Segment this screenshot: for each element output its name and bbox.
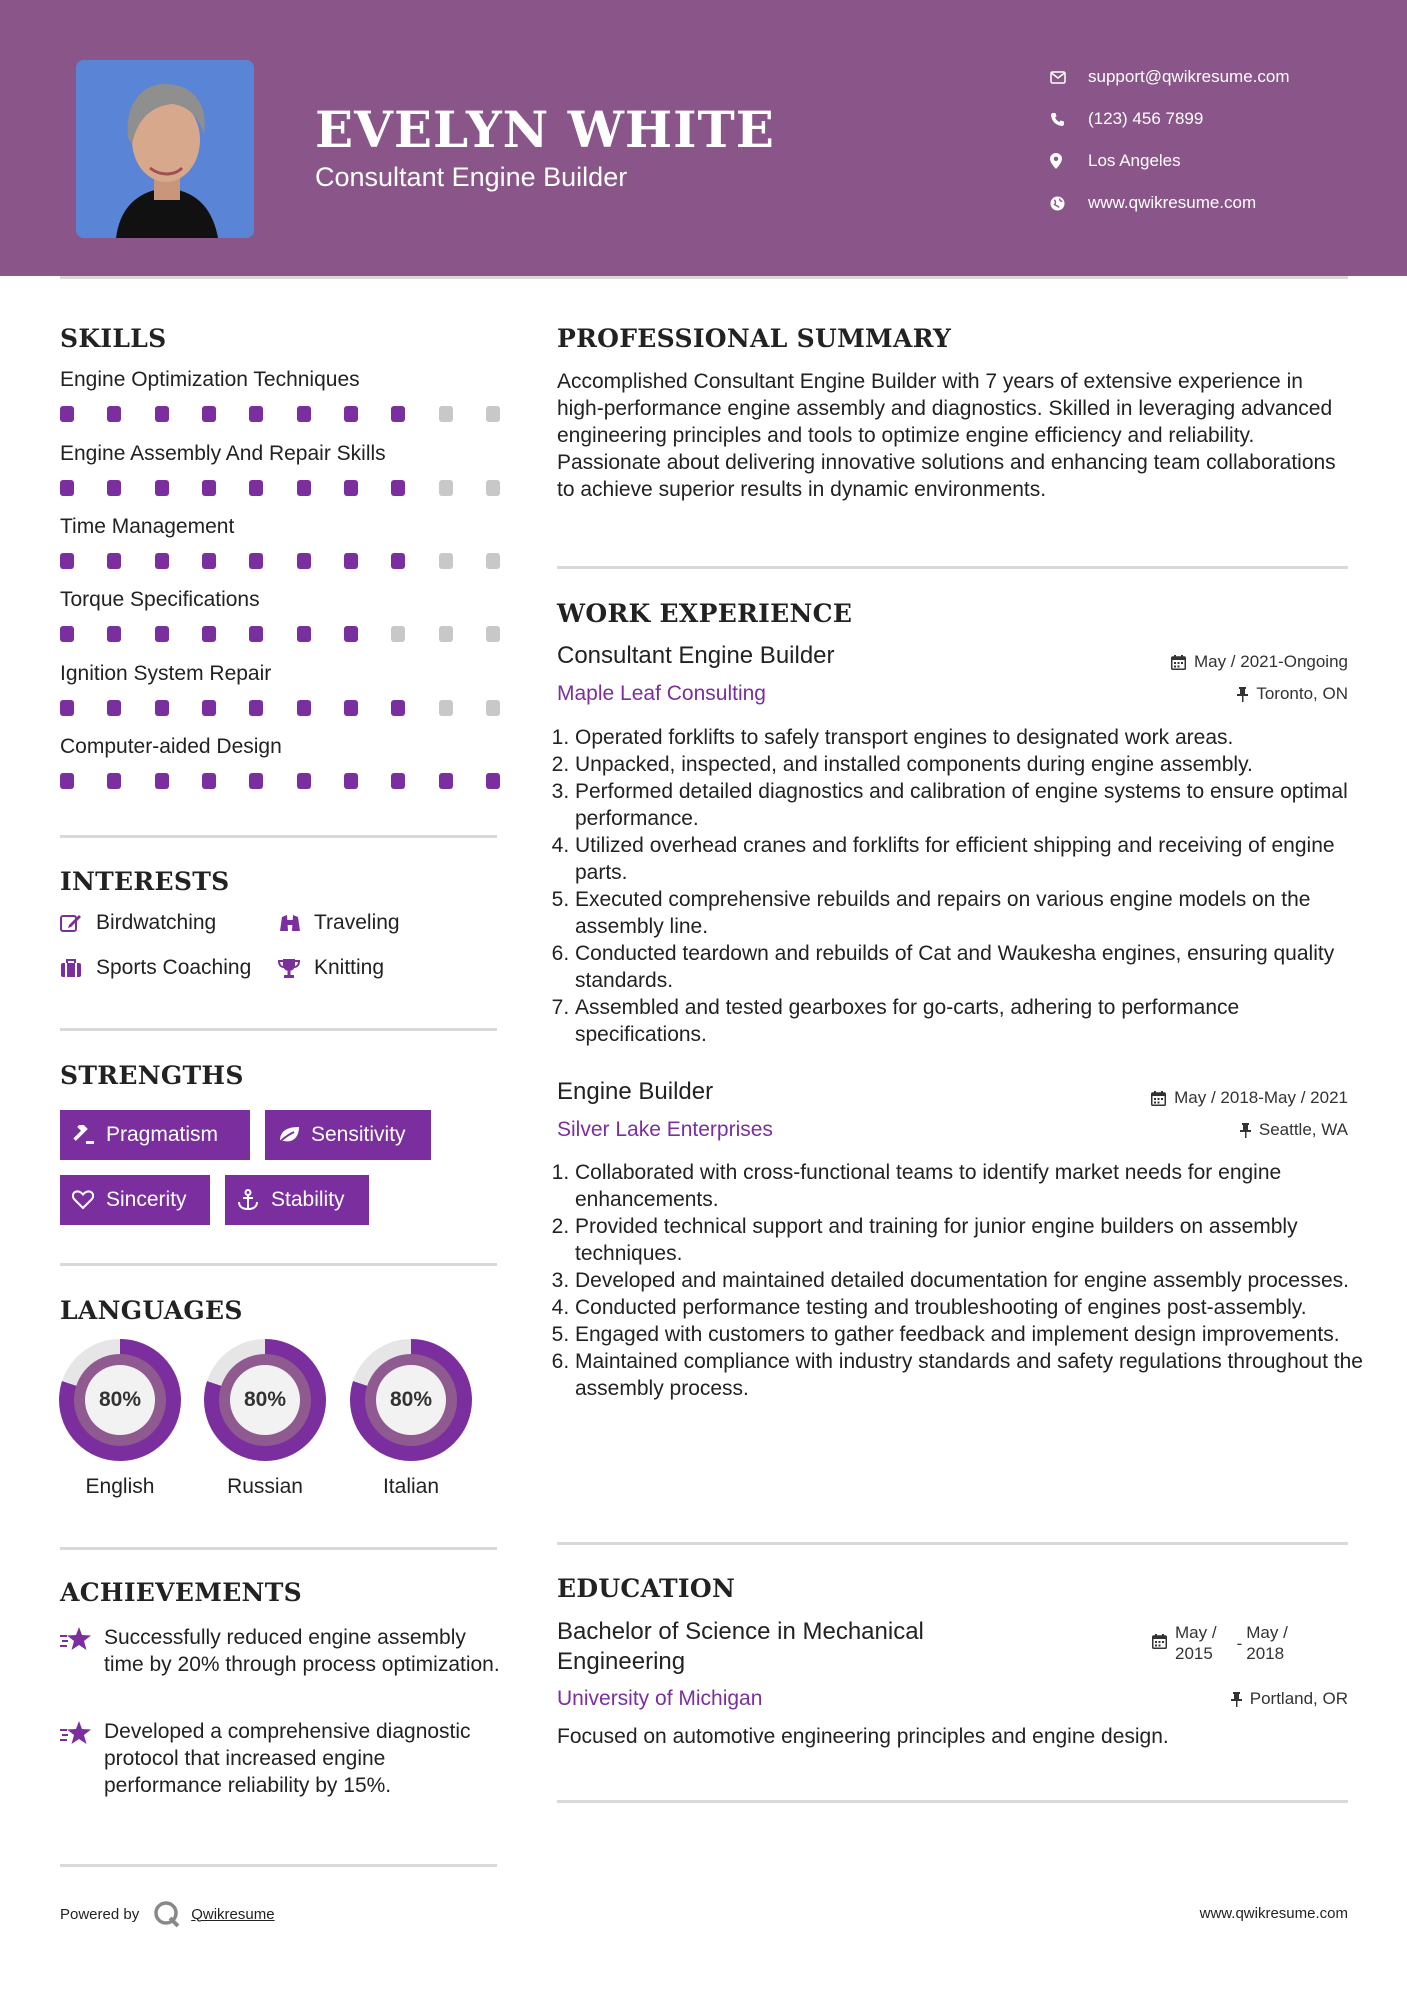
- skill-dot-filled: [344, 700, 358, 716]
- anchor-icon: [237, 1189, 271, 1211]
- strength-tag: Sensitivity: [265, 1110, 431, 1160]
- skill-dot-filled: [297, 480, 311, 496]
- skill-dot-filled: [297, 626, 311, 642]
- section-divider: [60, 1263, 497, 1266]
- contact-email[interactable]: support@qwikresume.com: [1050, 56, 1290, 98]
- skill-dot-filled: [249, 700, 263, 716]
- section-divider: [60, 1547, 497, 1550]
- skill-dot-filled: [155, 700, 169, 716]
- degree-line: Engineering: [557, 1648, 686, 1675]
- skill-dot-filled: [439, 773, 453, 789]
- language-percent: 80%: [85, 1365, 155, 1435]
- qwikresume-logo-icon: [153, 1900, 181, 1928]
- skill-dot-empty: [486, 626, 500, 642]
- edit-icon: [60, 913, 96, 933]
- skill-dot-filled: [297, 553, 311, 569]
- skill-dot-filled: [391, 773, 405, 789]
- pushpin-icon: [1231, 1692, 1242, 1707]
- duty-item: 2. Unpacked, inspected, and installed components during engine assembly.: [575, 751, 1365, 778]
- education-location: Portland, OR: [1231, 1689, 1348, 1709]
- duty-item: 4. Conducted performance testing and troubleshooting of engines post-assembly.: [575, 1294, 1365, 1321]
- job-dates: May / 2018-May / 2021: [1151, 1088, 1348, 1108]
- language-percent: 80%: [376, 1365, 446, 1435]
- skill-rating: [60, 773, 500, 789]
- qwikresume-link[interactable]: Qwikresume: [191, 1905, 275, 1923]
- interest-item: Traveling: [278, 911, 400, 935]
- degree-line: Bachelor of Science in Mechanical: [557, 1618, 924, 1645]
- skill-dot-filled: [107, 700, 121, 716]
- skill-name: Time Management: [60, 515, 235, 538]
- section-divider: [557, 1542, 1348, 1545]
- language-item: [203, 1339, 327, 1499]
- skill-dot-filled: [155, 773, 169, 789]
- section-divider: [60, 1864, 497, 1867]
- skill-dot-empty: [439, 406, 453, 422]
- skill-dot-filled: [60, 626, 74, 642]
- contact-website[interactable]: www.qwikresume.com: [1050, 182, 1290, 224]
- duty-item: 4. Utilized overhead cranes and forklifts for efficient shipping and receiving of engine parts.: [575, 832, 1365, 886]
- skill-dot-filled: [202, 700, 216, 716]
- language-gauge: [59, 1339, 181, 1461]
- skill-dot-filled: [344, 480, 358, 496]
- section-divider: [60, 1028, 497, 1031]
- language-item: [349, 1339, 473, 1499]
- skill-dot-filled: [60, 773, 74, 789]
- skill-dot-empty: [391, 626, 405, 642]
- phone-icon: [1050, 112, 1088, 127]
- skill-name: Engine Assembly And Repair Skills: [60, 442, 386, 465]
- pushpin-icon: [1237, 687, 1248, 702]
- language-item: [58, 1339, 182, 1499]
- duty-item: 3. Developed and maintained detailed documentation for engine assembly processes.: [575, 1267, 1365, 1294]
- language-percent: 80%: [230, 1365, 300, 1435]
- job-duties: [557, 724, 1365, 1048]
- binoculars-icon: [278, 913, 314, 933]
- duty-item: 7. Assembled and tested gearboxes for go-carts, adhering to performance specifications.: [575, 994, 1365, 1048]
- skill-dot-filled: [391, 480, 405, 496]
- skill-name: Computer-aided Design: [60, 735, 282, 758]
- language-name: Russian: [227, 1475, 303, 1498]
- skill-dot-filled: [391, 700, 405, 716]
- job-company: Silver Lake Enterprises: [557, 1118, 773, 1141]
- duty-item: 6. Conducted teardown and rebuilds of Cat and Waukesha engines, ensuring quality standards.: [575, 940, 1365, 994]
- skill-dot-filled: [391, 553, 405, 569]
- strengths-heading: STRENGTHS: [60, 1061, 244, 1090]
- skill-dot-filled: [344, 626, 358, 642]
- skill-rating: [60, 626, 500, 642]
- skill-dot-filled: [155, 553, 169, 569]
- section-divider: [60, 835, 497, 838]
- skill-dot-filled: [344, 406, 358, 422]
- skill-dot-filled: [107, 626, 121, 642]
- skill-dot-filled: [249, 406, 263, 422]
- contact-list: [1050, 56, 1290, 224]
- candidate-name: EVELYN WHITE: [315, 100, 775, 159]
- languages-heading: LANGUAGES: [60, 1296, 243, 1325]
- skill-dot-filled: [344, 773, 358, 789]
- strength-tag: Stability: [225, 1175, 369, 1225]
- star-icon: [60, 1624, 104, 1678]
- education-end: May / 2018: [1246, 1623, 1288, 1663]
- skill-dot-filled: [297, 773, 311, 789]
- skill-dot-filled: [249, 480, 263, 496]
- interest-item: Birdwatching: [60, 911, 216, 935]
- skill-dot-empty: [486, 700, 500, 716]
- skill-name: Torque Specifications: [60, 588, 260, 611]
- duty-item: 6. Maintained compliance with industry standards and safety regulations throughout the assembly process.: [575, 1348, 1365, 1402]
- date-separator: -: [1236, 1634, 1243, 1653]
- contact-location: Los Angeles: [1050, 140, 1290, 182]
- skill-dot-filled: [249, 553, 263, 569]
- duty-item: 1. Operated forklifts to safely transport engines to designated work areas.: [575, 724, 1365, 751]
- job-location: Seattle, WA: [1240, 1120, 1348, 1140]
- skill-dot-filled: [107, 553, 121, 569]
- job-location: Toronto, ON: [1237, 684, 1348, 704]
- pushpin-icon: [1240, 1123, 1251, 1138]
- skill-dot-empty: [439, 553, 453, 569]
- skill-dot-filled: [297, 700, 311, 716]
- achievements-heading: ACHIEVEMENTS: [60, 1578, 302, 1607]
- strength-tag: Sincerity: [60, 1175, 210, 1225]
- skill-dot-filled: [155, 406, 169, 422]
- duty-item: 3. Performed detailed diagnostics and calibration of engine systems to ensure optimal performance.: [575, 778, 1365, 832]
- achievement-item: Developed a comprehensive diagnostic protocol that increased engine performance reliability by 15%.: [60, 1718, 500, 1799]
- calendar-icon: [1152, 1634, 1167, 1649]
- section-divider: [557, 566, 1348, 569]
- heart-icon: [72, 1190, 106, 1210]
- skill-dot-filled: [155, 626, 169, 642]
- star-icon: [60, 1718, 104, 1799]
- skill-rating: [60, 553, 500, 569]
- strength-tag: Pragmatism: [60, 1110, 250, 1160]
- envelope-icon: [1050, 71, 1088, 84]
- skill-dot-filled: [249, 773, 263, 789]
- education-heading: EDUCATION: [557, 1574, 736, 1603]
- language-gauge: [350, 1339, 472, 1461]
- job-role: Consultant Engine Builder: [557, 642, 835, 669]
- skills-heading: SKILLS: [60, 324, 167, 353]
- education-description: Focused on automotive engineering principles and engine design.: [557, 1725, 1169, 1748]
- skill-dot-filled: [391, 406, 405, 422]
- job-company: Maple Leaf Consulting: [557, 682, 766, 705]
- interest-item: Sports Coaching: [60, 956, 251, 980]
- duty-item: 1. Collaborated with cross-functional teams to identify market needs for engine enhancements.: [575, 1159, 1365, 1213]
- skill-dot-filled: [202, 626, 216, 642]
- skill-dot-empty: [486, 553, 500, 569]
- skill-dot-filled: [60, 553, 74, 569]
- calendar-icon: [1151, 1091, 1166, 1106]
- education-start: May / 2015: [1175, 1623, 1217, 1663]
- language-name: English: [85, 1475, 155, 1498]
- skill-name: Engine Optimization Techniques: [60, 368, 360, 391]
- skill-rating: [60, 406, 500, 422]
- skill-rating: [60, 700, 500, 716]
- job-role: Engine Builder: [557, 1078, 714, 1105]
- duty-item: 5. Engaged with customers to gather feedback and implement design improvements.: [575, 1321, 1365, 1348]
- location-pin-icon: [1050, 153, 1088, 169]
- section-divider: [557, 1800, 1348, 1803]
- language-name: Italian: [382, 1475, 440, 1498]
- trophy-icon: [278, 958, 314, 978]
- leaf-icon: [277, 1125, 311, 1145]
- skill-dot-empty: [439, 700, 453, 716]
- language-gauge: [204, 1339, 326, 1461]
- candidate-title: Consultant Engine Builder: [315, 162, 628, 192]
- achievement-item: Successfully reduced engine assembly time by 20% through process optimization.: [60, 1624, 500, 1678]
- skill-dot-filled: [107, 406, 121, 422]
- skill-dot-filled: [60, 406, 74, 422]
- duty-item: 5. Executed comprehensive rebuilds and repairs on various engine models on the assembly line.: [575, 886, 1365, 940]
- gavel-icon: [72, 1125, 106, 1145]
- duty-item: 2. Provided technical support and training for junior engine builders on assembly techniques.: [575, 1213, 1365, 1267]
- skill-dot-filled: [107, 480, 121, 496]
- skill-dot-filled: [344, 553, 358, 569]
- skill-dot-empty: [439, 626, 453, 642]
- skill-dot-empty: [486, 406, 500, 422]
- briefcase-icon: [60, 958, 96, 978]
- skill-rating: [60, 480, 500, 496]
- footer-website[interactable]: www.qwikresume.com: [1199, 1905, 1348, 1922]
- skill-dot-filled: [60, 700, 74, 716]
- skill-dot-empty: [439, 480, 453, 496]
- skill-dot-filled: [202, 480, 216, 496]
- globe-icon: [1050, 196, 1088, 211]
- profile-photo: [76, 60, 254, 238]
- skill-dot-filled: [202, 553, 216, 569]
- skill-dot-filled: [155, 480, 169, 496]
- summary-heading: PROFESSIONAL SUMMARY: [557, 324, 952, 353]
- summary-text: Accomplished Consultant Engine Builder with 7 years of extensive experience in high-performance engine assembly and diagnostics. Skilled in leveraging advanced engineering principles and tools to optimize engine efficiency and reliability. Passionate about delivering innovative solutions and enhancing team collaborations to achieve superior results in dynamic environments.: [557, 370, 1336, 501]
- education-dates: [1152, 1622, 1288, 1664]
- interest-item: Knitting: [278, 956, 384, 980]
- header-divider: [60, 276, 1348, 279]
- skill-dot-filled: [249, 626, 263, 642]
- resume-header: [0, 0, 1407, 276]
- interests-heading: INTERESTS: [60, 867, 230, 896]
- skill-dot-filled: [202, 406, 216, 422]
- experience-heading: WORK EXPERIENCE: [557, 599, 853, 628]
- education-school: University of Michigan: [557, 1687, 763, 1710]
- calendar-icon: [1171, 655, 1186, 670]
- skill-name: Ignition System Repair: [60, 662, 272, 685]
- skill-dot-filled: [486, 773, 500, 789]
- skill-dot-empty: [486, 480, 500, 496]
- skill-dot-filled: [107, 773, 121, 789]
- contact-phone[interactable]: (123) 456 7899: [1050, 98, 1290, 140]
- job-duties: [557, 1159, 1365, 1402]
- skill-dot-filled: [202, 773, 216, 789]
- job-dates: May / 2021-Ongoing: [1171, 652, 1348, 672]
- skill-dot-filled: [297, 406, 311, 422]
- skill-dot-filled: [60, 480, 74, 496]
- footer-powered-by: Powered by Qwikresume: [60, 1900, 275, 1928]
